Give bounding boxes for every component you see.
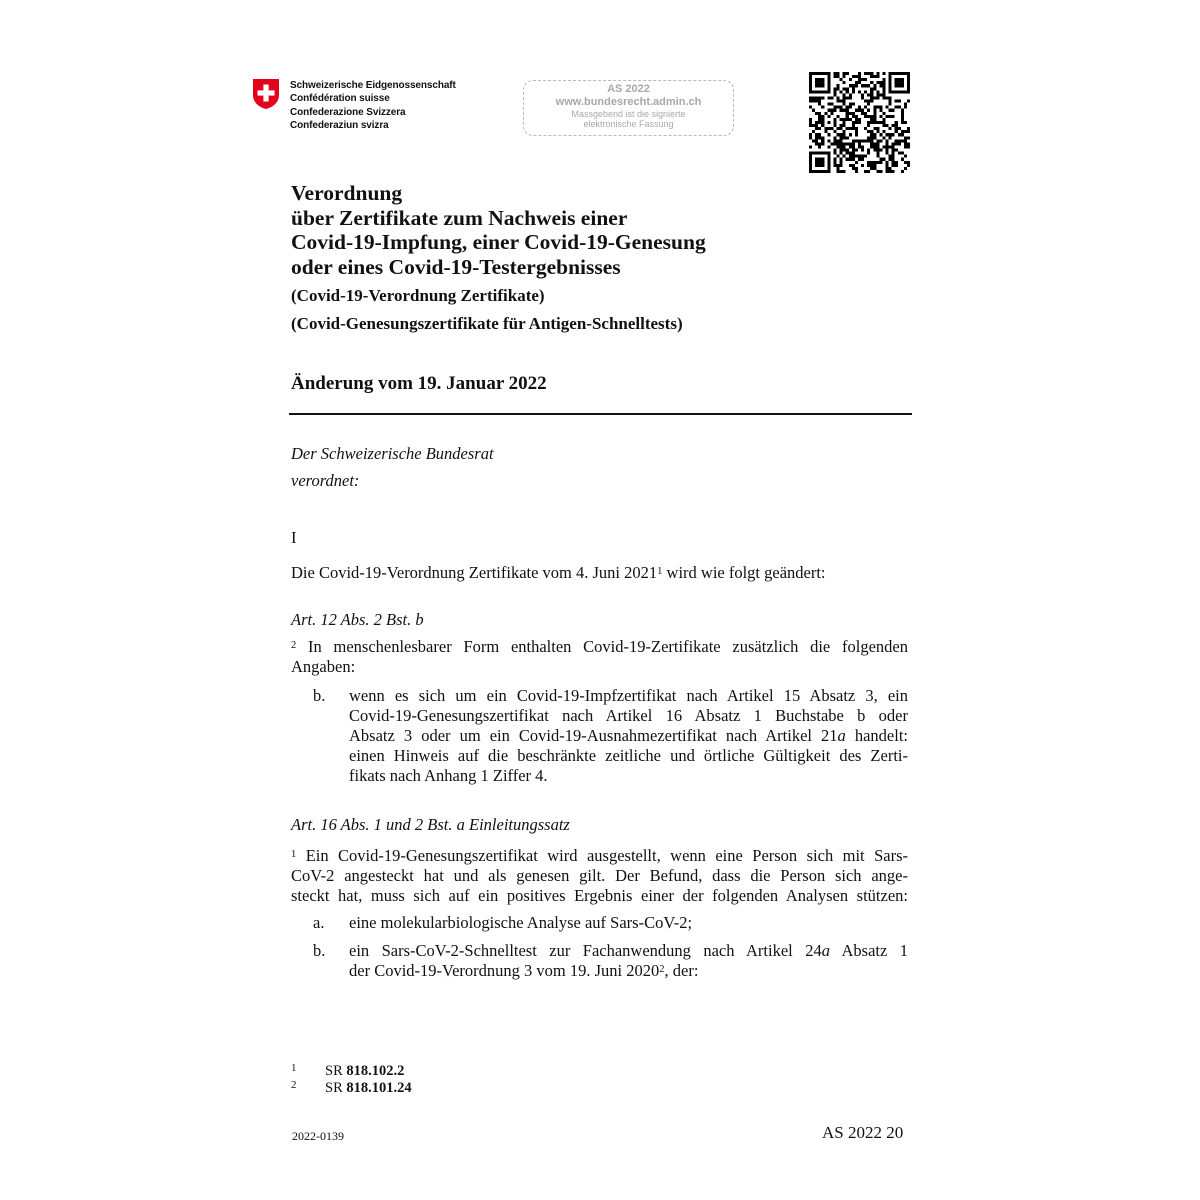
article-12-heading: Art. 12 Abs. 2 Bst. b — [291, 610, 424, 629]
list-item-text: fikats nach Anhang 1 Ziffer 4. — [349, 766, 548, 785]
footnote-text — [325, 1080, 412, 1096]
footnote-number: 1 — [291, 1062, 297, 1074]
section-number: I — [291, 528, 297, 547]
title-divider — [289, 413, 912, 415]
list-letter: a. — [313, 913, 325, 932]
footnote-number: 2 — [291, 1079, 297, 1091]
short-title: (Covid-19-Verordnung Zertifikate) — [291, 286, 545, 305]
section-intro — [291, 563, 826, 583]
footnote-prefix: SR — [325, 1063, 347, 1079]
issuing-authority: Der Schweizerische Bundesrat — [291, 444, 494, 463]
list-item-text-part: Absatz 1 — [829, 941, 908, 960]
list-item-text: wenn es sich um ein Covid-19-Impfzertifikat nach Artikel 15 Absatz 3, ein — [349, 686, 908, 705]
list-item-text — [349, 726, 908, 746]
official-collection-reference: AS 2022 20 — [822, 1123, 904, 1142]
federation-name-fr: Confédération suisse — [290, 93, 390, 105]
title-line: Verordnung — [291, 181, 403, 205]
footnote-reference: 818.101.24 — [346, 1080, 412, 1096]
list-letter: b. — [313, 686, 326, 705]
list-item-text: Covid-19-Genesungszertifikat nach Artikel 16 Absatz 1 Buchstabe b oder — [349, 706, 908, 725]
list-item-text-part: ein Sars-CoV-2-Schnelltest zur Fachanwendung nach Artikel 24 — [349, 941, 822, 960]
stamp-website: www.bundesrecht.admin.ch — [555, 96, 702, 108]
federation-name-de: Schweizerische Eidgenossenschaft — [290, 80, 456, 91]
list-item-text: eine molekularbiologische Analyse auf Sars-CoV-2; — [349, 913, 693, 932]
stamp-note-1: Massgebend ist die signierte — [571, 109, 686, 119]
paragraph-text: Ein Covid-19-Genesungszertifikat wird ausgestellt, wenn eine Person sich mit Sars- — [296, 846, 908, 865]
qr-code-icon — [809, 72, 910, 173]
paragraph-number: 2 — [291, 640, 297, 651]
stamp-as-number: AS 2022 — [607, 83, 650, 95]
stamp-note-2: elektronische Fassung — [583, 119, 674, 129]
title-line: oder eines Covid-19-Testergebnisses — [291, 254, 621, 279]
footnote-ref[interactable]: 1 — [657, 566, 663, 577]
list-item-text-part: Absatz 3 oder um ein Covid-19-Ausnahmezertifikat nach Artikel 21 — [349, 726, 838, 745]
paragraph-text: In menschenlesbarer Form enthalten Covid-19-Zertifikate zusätzlich die folgenden — [296, 637, 908, 656]
paragraph-text: steckt hat, muss sich auf ein positives Ergebnis einer der folgenden Analysen stützen: — [291, 886, 908, 905]
article-12-paragraph — [291, 637, 908, 657]
federation-name-it: Confederazione Svizzera — [290, 106, 406, 118]
paragraph-text: CoV-2 angesteckt hat und als genesen gilt. Der Befund, dass die Person sich ange- — [291, 866, 908, 885]
list-item-text — [349, 961, 698, 981]
article-16-heading: Art. 16 Abs. 1 und 2 Bst. a Einleitungssatz — [291, 815, 570, 834]
list-item-text-part: a — [821, 941, 830, 960]
list-item-text-part: handelt: — [845, 726, 908, 745]
list-item-text: einen Hinweis auf die beschränkte zeitliche und örtliche Gültigkeit des Zerti- — [349, 746, 908, 765]
footnote-prefix: SR — [325, 1080, 347, 1096]
paragraph-text: Angaben: — [291, 657, 356, 676]
swiss-cross-icon — [252, 78, 280, 110]
footnote-text — [325, 1063, 404, 1079]
paragraph-number: 1 — [291, 849, 297, 860]
footnote-ref[interactable]: 2 — [659, 964, 665, 975]
enacting-verb: verordnet: — [291, 471, 360, 490]
list-item-text — [349, 941, 908, 961]
list-letter: b. — [313, 941, 326, 960]
article-16-paragraph — [291, 846, 908, 866]
amendment-date: Änderung vom 19. Januar 2022 — [291, 373, 547, 394]
official-publication-stamp — [523, 80, 734, 136]
title-line: Covid-19-Impfung, einer Covid-19-Genesung — [291, 230, 706, 254]
footnote-reference: 818.102.2 — [346, 1063, 405, 1079]
title-line: über Zertifikate zum Nachweis einer — [291, 205, 628, 230]
ordinance-title — [291, 181, 706, 279]
federation-names — [290, 79, 456, 132]
list-item-text-part: der Covid-19-Verordnung 3 vom 19. Juni 2020 — [349, 961, 660, 980]
federation-name-rm: Confederaziun svizra — [290, 119, 389, 131]
amendment-short-title: (Covid-Genesungszertifikate für Antigen-Schnelltests) — [291, 314, 683, 333]
list-item-text-part: a — [837, 726, 846, 745]
document-id: 2022-0139 — [292, 1129, 344, 1143]
intro-text: Die Covid-19-Verordnung Zertifikate vom 4. Juni 2021 — [291, 563, 658, 582]
intro-text: wird wie folgt geändert: — [662, 563, 826, 582]
list-item-text-part: , der: — [664, 961, 699, 980]
